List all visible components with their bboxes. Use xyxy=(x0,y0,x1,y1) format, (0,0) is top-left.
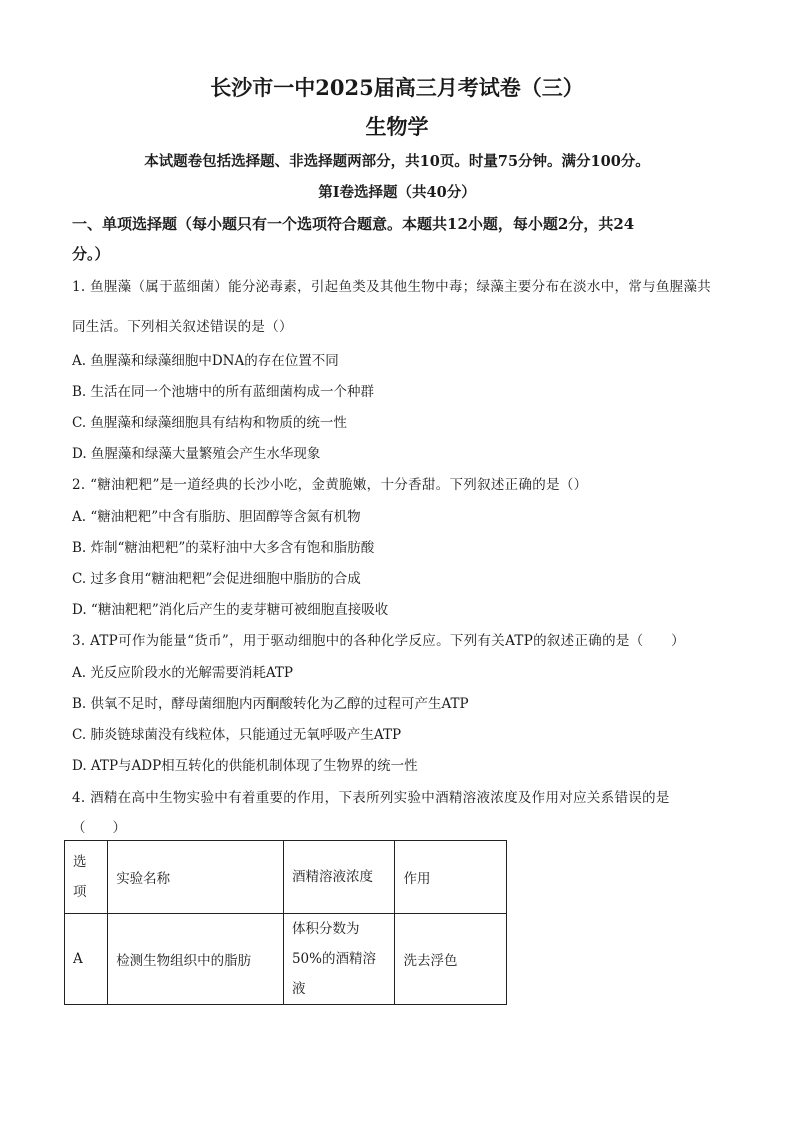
table-header-row xyxy=(65,841,507,914)
question-3-stem: 3. ATP可作为能量“货币”，用于驱动细胞中的各种化学反应。下列有关ATP的叙述正确的是（ ） xyxy=(72,633,685,649)
table-cell-purpose: 洗去浮色 xyxy=(395,914,507,1005)
question-1-stem-line2: 同生活。下列相关叙述错误的是（） xyxy=(72,319,293,335)
question-3-option-c: C. 肺炎链球菌没有线粒体，只能通过无氧呼吸产生ATP xyxy=(72,727,402,743)
exam-notice: 本试题卷包括选择题、非选择题两部分，共10页。时量75分钟。满分100分。 xyxy=(144,153,650,170)
part-title: 第I卷选择题（共40分） xyxy=(318,184,476,201)
section-heading-line2: 分。） xyxy=(72,245,110,263)
question-4-stem-line2: （ ） xyxy=(72,820,126,836)
question-1-option-c: C. 鱼腥藻和绿藻细胞具有结构和物质的统一性 xyxy=(72,415,347,431)
question-2-option-a: A. “糖油粑粑”中含有脂肪、胆固醇等含氮有机物 xyxy=(72,509,361,525)
table-cell-concentration xyxy=(283,914,395,1005)
question-3-option-a: A. 光反应阶段水的光解需要消耗ATP xyxy=(72,665,293,681)
question-3-option-b: B. 供氧不足时，酵母菌细胞内丙酮酸转化为乙醇的过程可产生ATP xyxy=(72,696,469,712)
question-1-option-a: A. 鱼腥藻和绿藻细胞中DNA的存在位置不同 xyxy=(72,353,339,369)
table-header-experiment: 实验名称 xyxy=(108,841,284,914)
table-cell-concentration-line2: 50%的酒精溶液 xyxy=(291,951,376,997)
question-2-option-d: D. “糖油粑粑”消化后产生的麦芽糖可被细胞直接吸收 xyxy=(72,602,389,618)
question-4-stem-line1: 4. 酒精在高中生物实验中有着重要的作用，下表所列实验中酒精溶液浓度及作用对应关系错误的是 xyxy=(72,790,670,806)
question-3-option-d: D. ATP与ADP相互转化的供能机制体现了生物界的统一性 xyxy=(72,758,418,774)
subject-title: 生物学 xyxy=(365,114,429,139)
table-header-option-line2: 项 xyxy=(73,884,87,900)
question-1-stem-line1: 1. 鱼腥藻（属于蓝细菌）能分泌毒素，引起鱼类及其他生物中毒；绿藻主要分布在淡水中，常与鱼腥藻共 xyxy=(72,279,712,295)
table-row xyxy=(65,914,507,1005)
table-cell-experiment: 检测生物组织中的脂肪 xyxy=(108,914,284,1005)
alcohol-table xyxy=(64,840,507,1005)
table-header-concentration: 酒精溶液浓度 xyxy=(283,841,395,914)
exam-title: 长沙市一中2025届高三月考试卷（三） xyxy=(210,75,584,100)
table-cell-option: A xyxy=(65,914,108,1005)
question-1-option-d: D. 鱼腥藻和绿藻大量繁殖会产生水华现象 xyxy=(72,446,321,462)
table-header-option xyxy=(65,841,108,914)
table-header-option-line1: 选 xyxy=(73,854,87,870)
section-heading-line1: 一、单项选择题（每小题只有一个选项符合题意。本题共12小题，每小题2分，共24 xyxy=(72,215,635,233)
table-cell-concentration-line1: 体积分数为 xyxy=(291,921,360,937)
question-2-option-c: C. 过多食用“糖油粑粑”会促进细胞中脂肪的合成 xyxy=(72,571,361,587)
table-header-purpose: 作用 xyxy=(395,841,507,914)
question-2-option-b: B. 炸制“糖油粑粑”的菜籽油中大多含有饱和脂肪酸 xyxy=(72,540,375,556)
question-1-option-b: B. 生活在同一个池塘中的所有蓝细菌构成一个种群 xyxy=(72,384,375,400)
question-2-stem: 2. “糖油粑粑”是一道经典的长沙小吃，金黄脆嫩，十分香甜。下列叙述正确的是（） xyxy=(72,477,588,493)
section-heading xyxy=(72,209,732,269)
